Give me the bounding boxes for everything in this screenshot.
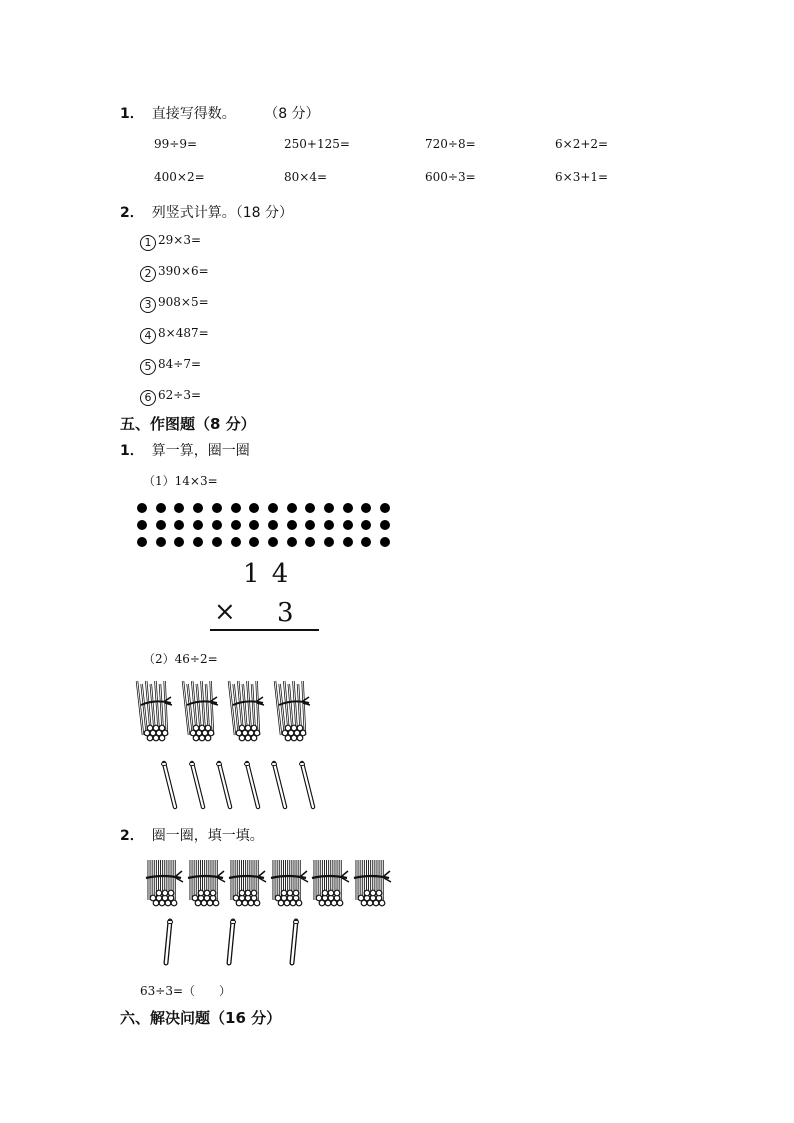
dot: [212, 537, 222, 547]
circled-number: 6: [140, 390, 156, 406]
dot: [305, 520, 315, 530]
dot: [193, 503, 203, 513]
circled-number: 3: [140, 297, 156, 313]
dot: [287, 537, 297, 547]
circled-number: 4: [140, 328, 156, 344]
dot: [361, 520, 371, 530]
stick-bundle-icon: [143, 856, 185, 916]
section-5-question-2-header: [120, 825, 264, 845]
vertical-calc-item: [140, 295, 209, 313]
dot: [249, 520, 259, 530]
question-number: 2．: [120, 828, 144, 844]
dot: [343, 537, 353, 547]
dot: [380, 520, 390, 530]
vertical-calc-item: [140, 388, 201, 406]
question-title: 圈一圈，填一填。: [151, 828, 264, 844]
stick-bundle-icon: [351, 856, 393, 916]
vertical-calc-expr: 62÷3=: [158, 388, 202, 402]
part-2-label: （2）46÷2=: [143, 652, 218, 666]
vertical-top-number: 1 4: [243, 559, 291, 589]
stick-bundle-icon: [181, 679, 223, 747]
vertical-calc-expr: 29×3=: [158, 233, 202, 247]
question-number: 1．: [120, 106, 144, 122]
oral-calc-item: 720÷8=: [425, 137, 476, 151]
dot: [305, 537, 315, 547]
dot: [137, 520, 147, 530]
dot: [156, 537, 166, 547]
section-6-title: 六、解决问题（16 分）: [120, 1009, 282, 1027]
stick-bundle-icon: [227, 679, 269, 747]
dot: [361, 537, 371, 547]
dot: [231, 520, 241, 530]
oral-calc-item: 250+125=: [284, 137, 350, 151]
dot: [324, 503, 334, 513]
section-5-question-1-header: [120, 440, 250, 460]
dot: [343, 520, 353, 530]
circled-number: 5: [140, 359, 156, 375]
fill-blank-equation: 63÷3=（ ）: [140, 984, 232, 998]
vertical-calc-item: [140, 326, 209, 344]
dot: [231, 537, 241, 547]
circled-number: 2: [140, 266, 156, 282]
dot: [380, 503, 390, 513]
vertical-bottom-number: 3: [277, 598, 294, 628]
dot: [212, 503, 222, 513]
dot: [268, 503, 278, 513]
section-5-title: 五、作图题（8 分）: [120, 415, 256, 433]
vertical-calc-expr: 8×487=: [158, 326, 209, 340]
dot: [137, 503, 147, 513]
question-title: 直接写得数。: [151, 106, 236, 122]
single-stick-icon: [223, 918, 239, 970]
dot: [193, 520, 203, 530]
dot: [156, 520, 166, 530]
stick-bundle-icon: [185, 856, 227, 916]
oral-calc-item: 6×2+2=: [555, 137, 609, 151]
single-stick-icon: [160, 918, 176, 970]
question-score: （8 分）: [264, 106, 320, 122]
stick-bundle-icon: [268, 856, 310, 916]
dot: [231, 503, 241, 513]
dot: [268, 520, 278, 530]
dot: [343, 503, 353, 513]
dot: [361, 503, 371, 513]
dot: [324, 520, 334, 530]
single-stick-icon: [270, 760, 290, 814]
stick-bundle-icon: [273, 679, 315, 747]
circled-number: 1: [140, 235, 156, 251]
vertical-line: [210, 629, 319, 631]
single-stick-icon: [243, 760, 263, 814]
single-stick-icon: [188, 760, 208, 814]
dot: [380, 537, 390, 547]
stick-bundle-icon: [309, 856, 351, 916]
dot: [324, 537, 334, 547]
vertical-calc-item: [140, 357, 201, 375]
dot: [193, 537, 203, 547]
vertical-calc-expr: 908×5=: [158, 295, 209, 309]
dot: [305, 503, 315, 513]
single-stick-icon: [215, 760, 235, 814]
dot: [174, 537, 184, 547]
multiply-sign: ×: [214, 597, 236, 627]
vertical-calc-expr: 84÷7=: [158, 357, 202, 371]
dot: [249, 537, 259, 547]
dot: [287, 503, 297, 513]
dot: [174, 520, 184, 530]
dot: [137, 537, 147, 547]
single-stick-icon: [160, 760, 180, 814]
stick-bundle-icon: [226, 856, 268, 916]
single-stick-icon: [286, 918, 302, 970]
dot: [287, 520, 297, 530]
single-stick-icon: [298, 760, 318, 814]
dot: [156, 503, 166, 513]
oral-calc-item: 6×3+1=: [555, 170, 609, 184]
question-number: 2．: [120, 205, 144, 221]
vertical-calc-item: [140, 264, 209, 282]
dot: [212, 520, 222, 530]
question-title: 列竖式计算。（18 分）: [151, 205, 294, 221]
question-title: 算一算，圈一圈: [151, 443, 250, 459]
vertical-calc-expr: 390×6=: [158, 264, 209, 278]
dot: [249, 503, 259, 513]
dot: [268, 537, 278, 547]
oral-calc-item: 600÷3=: [425, 170, 476, 184]
oral-calc-item: 80×4=: [284, 170, 328, 184]
vertical-calc-item: [140, 233, 201, 251]
dot: [174, 503, 184, 513]
oral-calc-item: 99÷9=: [154, 137, 198, 151]
question-2-header: [120, 202, 293, 222]
oral-calc-item: 400×2=: [154, 170, 205, 184]
question-number: 1．: [120, 443, 144, 459]
part-1-label: （1）14×3=: [143, 474, 218, 488]
question-1-header: [120, 103, 320, 123]
stick-bundle-icon: [135, 679, 177, 747]
